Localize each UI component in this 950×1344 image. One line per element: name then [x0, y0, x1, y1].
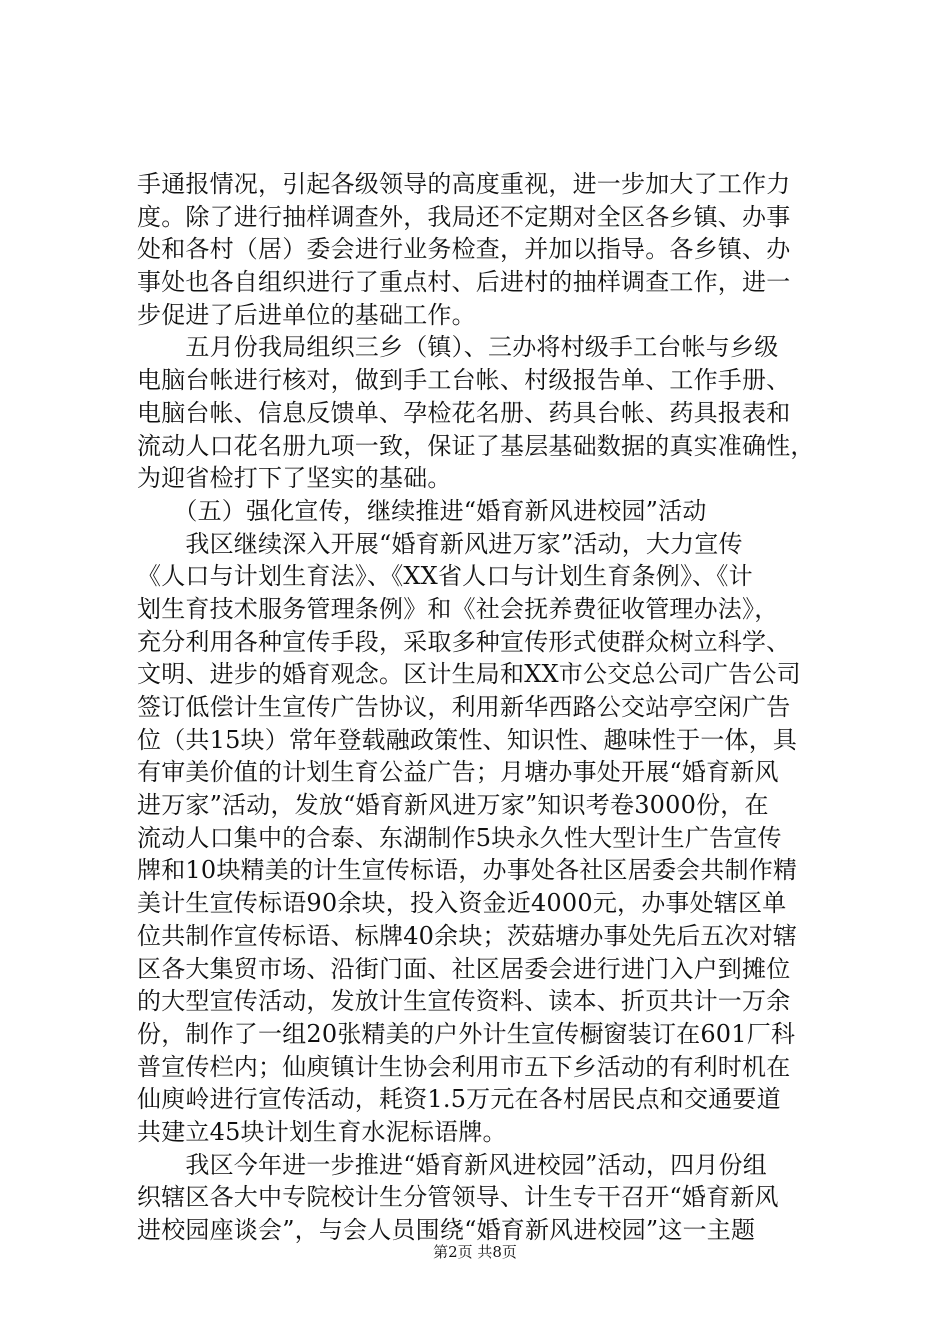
text-line: 有审美价值的计划生育公益广告；月塘办事处开展“婚育新风 [137, 758, 779, 787]
text-line: 签订低偿计生宣传广告协议，利用新华西路公交站亭空闲广告 [137, 693, 791, 721]
text-line: 《人口与计划生育法》、《XX省人口与计划生育条例》、《计 [137, 562, 753, 591]
text-line: 位共制作宣传标语、标牌40余块；茨菇塘办事处先后五次对辖 [137, 921, 798, 950]
text-line: 充分利用各种宣传手段，采取多种宣传形式使群众树立科学、 [137, 627, 791, 656]
text-line: 的大型宣传活动，发放计生宣传资料、读本、折页共计一万余 [137, 987, 791, 1016]
page-footer [0, 1242, 950, 1262]
section-heading: （五）强化宣传，继续推进“婚育新风进校园”活动 [137, 496, 707, 525]
body-text [137, 168, 827, 1247]
text-line: 流动人口花名册九项一致，保证了基层基础数据的真实准确性， [137, 431, 815, 460]
text-line: 美计生宣传标语90余块，投入资金近4000元，办事处辖区单 [137, 889, 787, 918]
text-line: 划生育技术服务管理条例》和《社会抚养费征收管理办法》， [137, 594, 779, 623]
text-line: 共建立45块计划生育水泥标语牌。 [137, 1117, 507, 1146]
page-number: 第2页 共8页 [433, 1243, 517, 1261]
text-line: 进万家”活动，发放“婚育新风进万家”知识考卷3000份，在 [137, 791, 769, 820]
text-line: 织辖区各大中专院校计生分管领导、计生专干召开“婚育新风 [137, 1183, 779, 1212]
text-line: 手通报情况，引起各级领导的高度重视，进一步加大了工作力 [137, 170, 791, 198]
text-line: 牌和10块精美的计生宣传标语，办事处各社区居委会共制作精 [137, 856, 798, 885]
text-line: 为迎省检打下了坚实的基础。 [137, 464, 452, 493]
text-line: 电脑台帐进行核对，做到手工台帐、村级报告单、工作手册、 [137, 366, 791, 395]
text-line: 步促进了后进单位的基础工作。 [137, 300, 476, 329]
text-line: 我区今年进一步推进“婚育新风进校园”活动，四月份组 [137, 1150, 767, 1179]
text-line: 我区继续深入开展“婚育新风进万家”活动，大力宣传 [137, 529, 743, 558]
text-line: 区各大集贸市场、沿街门面、社区居委会进行进门入户到摊位 [137, 954, 791, 983]
text-line: 流动人口集中的合泰、东湖制作5块永久性大型计生广告宣传 [137, 823, 782, 852]
text-line: 事处也各自组织进行了重点村、后进村的抽样调查工作，进一 [137, 268, 791, 297]
text-line: 进校园座谈会”，与会人员围绕“婚育新风进校园”这一主题 [137, 1216, 756, 1244]
text-line: 位（共15块）常年登载融政策性、知识性、趣味性于一体，具 [137, 725, 798, 754]
text-line: 仙庾岭进行宣传活动，耗资1.5万元在各村居民点和交通要道 [137, 1085, 781, 1114]
text-line: 度。除了进行抽样调查外，我局还不定期对全区各乡镇、办事 [137, 202, 791, 231]
text-line: 普宣传栏内；仙庾镇计生协会利用市五下乡活动的有利时机在 [137, 1052, 791, 1081]
text-line: 文明、进步的婚育观念。区计生局和XX市公交总公司广告公司 [137, 660, 801, 689]
text-line: 处和各村（居）委会进行业务检查，并加以指导。各乡镇、办 [137, 235, 791, 264]
text-line: 电脑台帐、信息反馈单、孕检花名册、药具台帐、药具报表和 [137, 398, 791, 427]
text-line: 份，制作了一组20张精美的户外计生宣传橱窗装订在601厂科 [137, 1019, 796, 1048]
text-line: 五月份我局组织三乡（镇）、三办将村级手工台帐与乡级 [137, 333, 779, 362]
